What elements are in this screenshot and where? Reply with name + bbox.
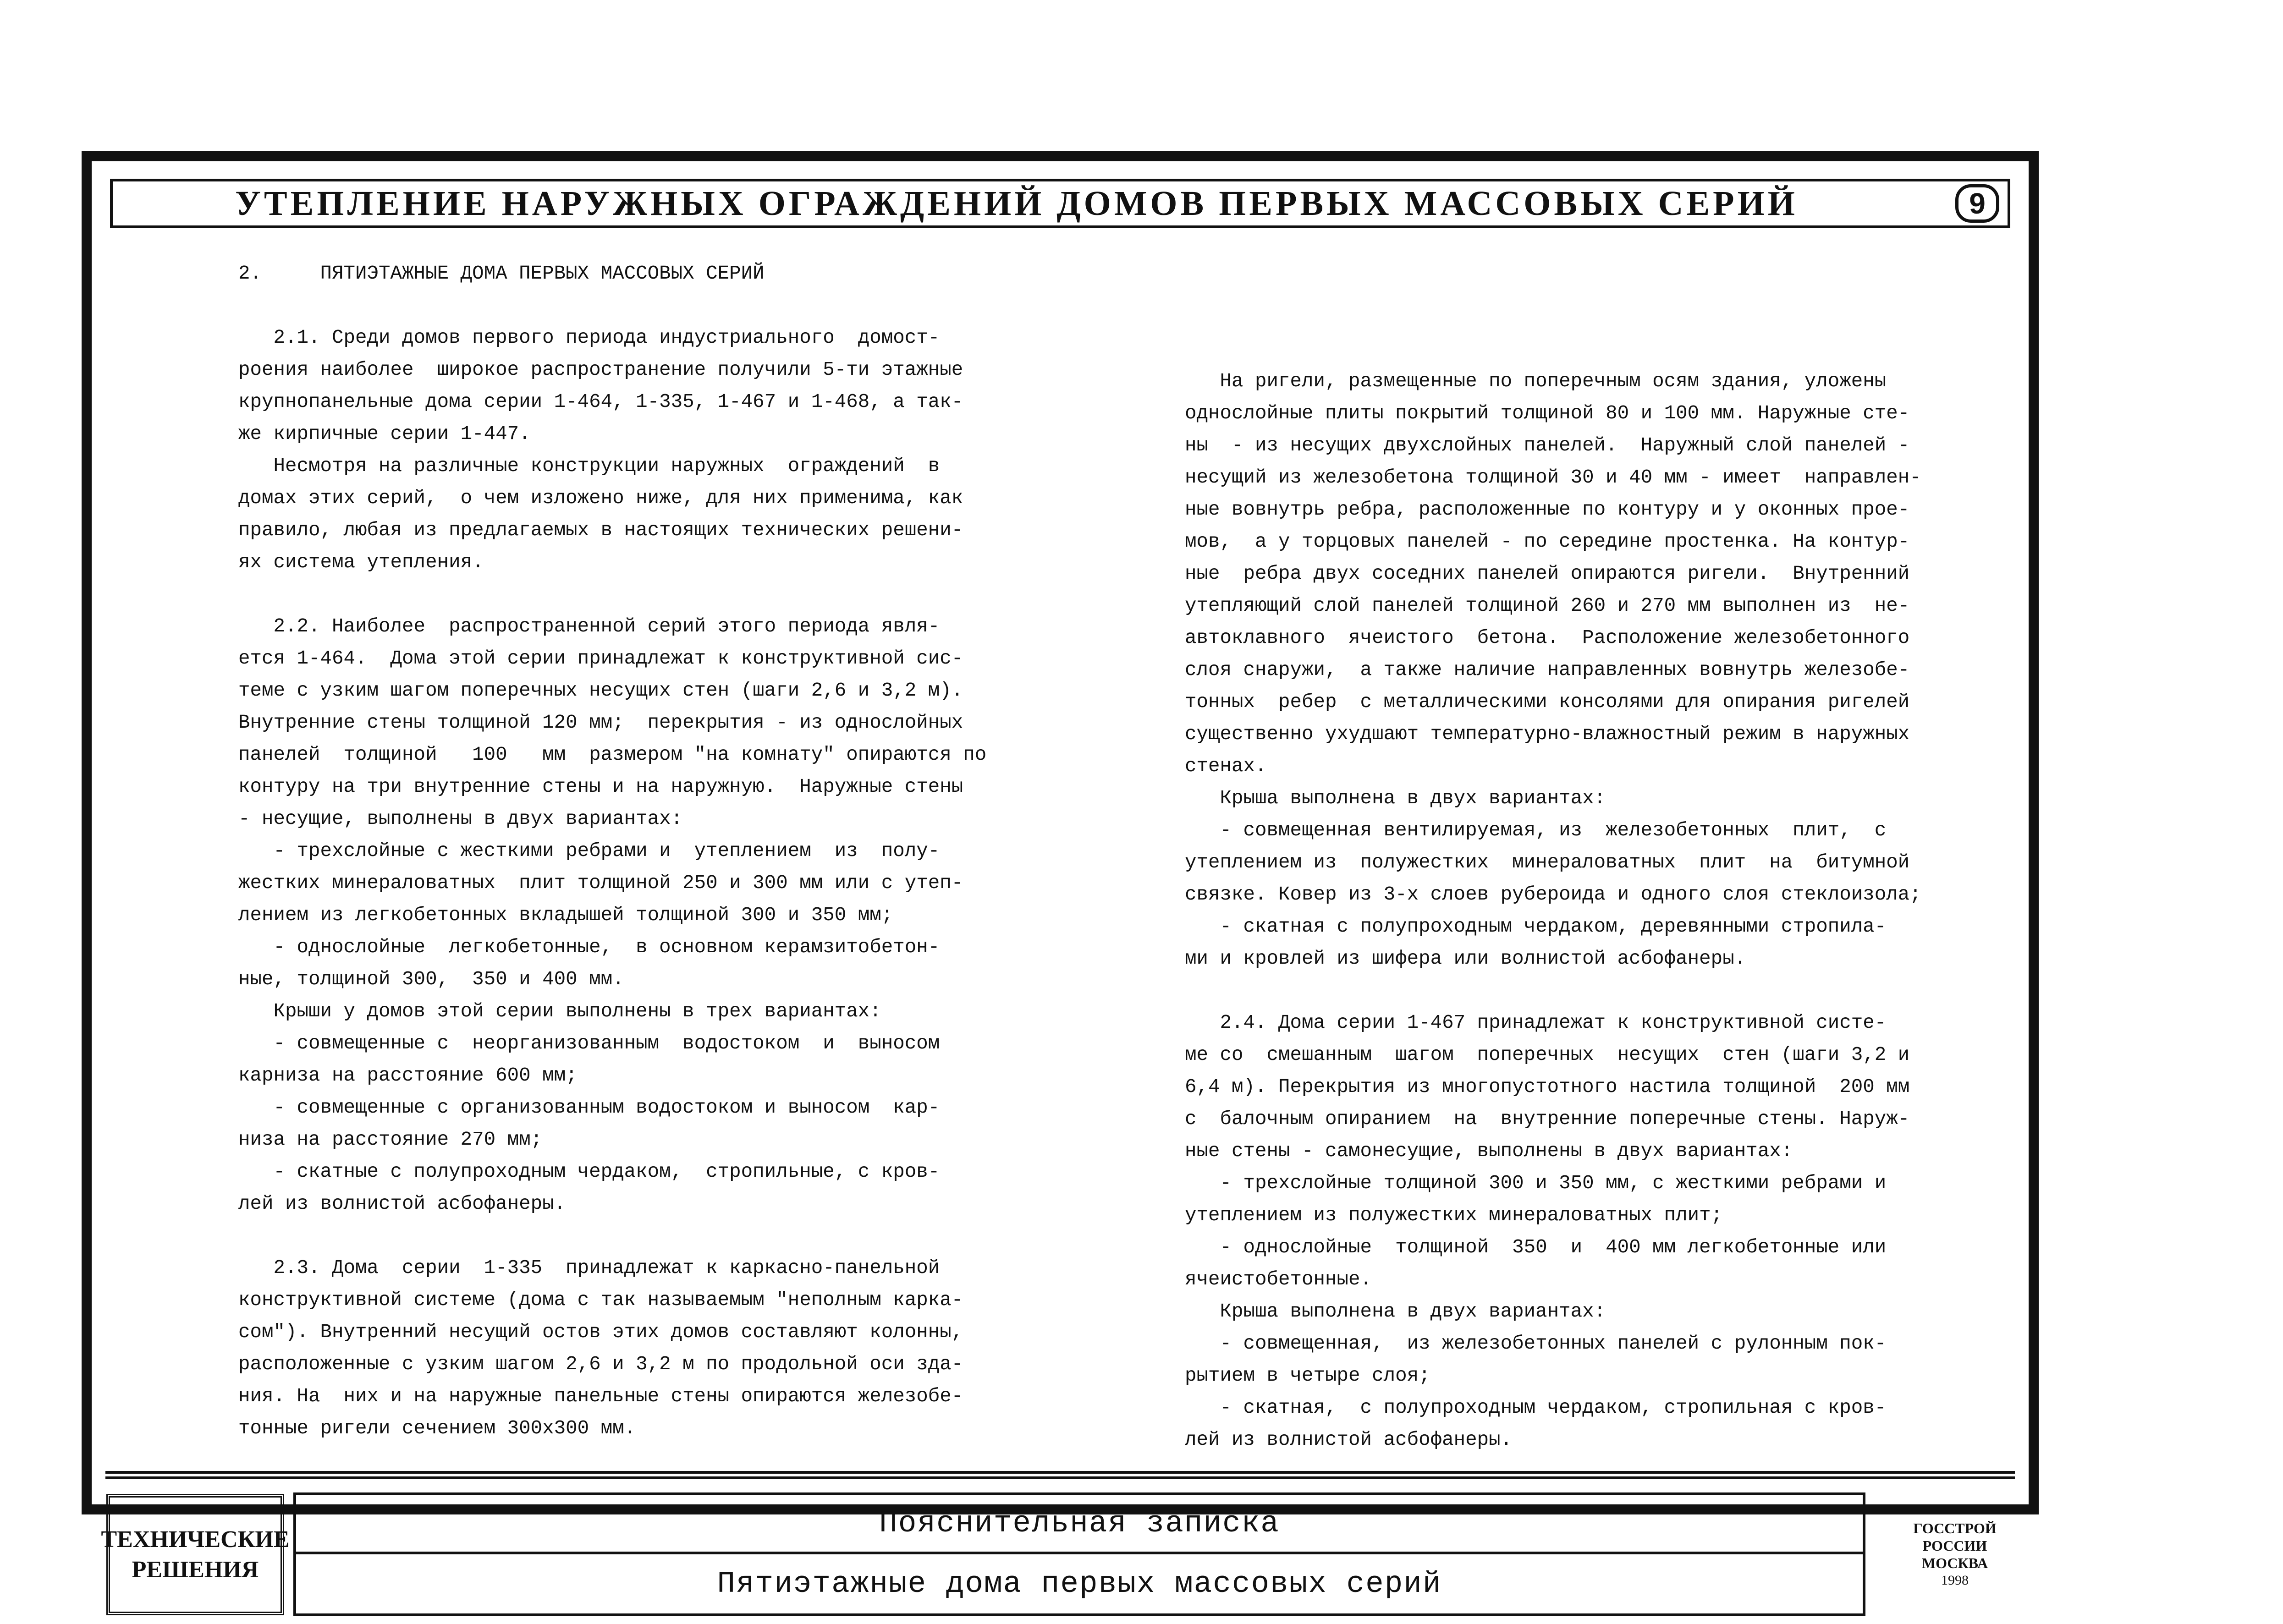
text-line: тонных ребер с металлическими консолями для опирания ригелей — [1185, 691, 1910, 713]
text-line: Крыша выполнена в двух вариантах: — [1185, 787, 1606, 809]
text-line: тонные ригели сечением 300х300 мм. — [238, 1417, 636, 1439]
text-line: слоя снаружи, а также наличие направленных вовнутрь железобе- — [1185, 659, 1910, 681]
text-line: ны - из несущих двухслойных панелей. Наружный слой панелей - — [1185, 434, 1910, 456]
text-line: ях система утепления. — [238, 551, 484, 573]
text-line: утеплением из полужестких минераловатных плит; — [1185, 1204, 1723, 1226]
text-line: расположенные с узким шагом 2,6 и 3,2 м по продольной оси зда- — [238, 1353, 963, 1375]
page-number: 9 — [1955, 184, 1999, 223]
text-line: низа на расстояние 270 мм; — [238, 1129, 543, 1151]
stamp-line-2: РЕШЕНИЯ — [132, 1556, 259, 1583]
text-line: рытием в четыре слоя; — [1185, 1365, 1430, 1387]
text-line: роения наиболее широкое распространение получили 5-ти этажные — [238, 359, 963, 381]
text-line: стенах. — [1185, 755, 1267, 777]
text-line: несущий из железобетона толщиной 30 и 40 мм - имеет направлен- — [1185, 466, 1921, 488]
title-block — [293, 1492, 1865, 1616]
text-line: ния. На них и на наружные панельные стены опираются железобе- — [238, 1385, 963, 1407]
text-line: жестких минераловатных плит толщиной 250 и 300 мм или с утеп- — [238, 872, 963, 894]
organization-block — [1879, 1497, 2030, 1612]
text-line: - трехслойные толщиной 300 и 350 мм, с жесткими ребрами и — [1185, 1172, 1887, 1194]
text-line: - трехслойные с жесткими ребрами и утеплением из полу- — [238, 840, 940, 862]
text-line: - однослойные толщиной 350 и 400 мм легкобетонные или — [1185, 1236, 1887, 1258]
text-line — [238, 578, 986, 610]
text-line: панелей толщиной 100 мм размером "на комнату" опираются по — [238, 744, 987, 766]
text-line — [238, 290, 986, 322]
text-line: На ригели, размещенные по поперечным осям здания, уложены — [1185, 370, 1887, 392]
text-line: - совмещенные с организованным водостоком и выносом кар- — [238, 1097, 940, 1119]
text-line: Внутренние стены толщиной 120 мм; перекрытия - из однослойных — [238, 712, 963, 734]
text-line: автоклавного ячеистого бетона. Расположение железобетонного — [1185, 627, 1910, 649]
org-city: МОСКВА — [1921, 1555, 1988, 1571]
text-line: лей из волнистой асбофанеры. — [1185, 1429, 1513, 1451]
text-line: крупнопанельные дома серии 1-464, 1-335, 1-467 и 1-468, а так- — [238, 391, 963, 413]
document-title: УТЕПЛЕНИЕ НАРУЖНЫХ ОГРАЖДЕНИЙ ДОМОВ ПЕРВЫХ МАССОВЫХ СЕРИЙ — [235, 184, 1798, 223]
org-name: ГОССТРОЙ РОССИИ — [1913, 1520, 1997, 1554]
title-bar — [110, 179, 2010, 228]
document-sheet — [82, 151, 2039, 1601]
text-line: лей из волнистой асбофанеры. — [238, 1193, 566, 1215]
stamp-line-1: ТЕХНИЧЕСКИЕ — [101, 1526, 290, 1553]
text-line: домах этих серий, о чем изложено ниже, для них применима, как — [238, 487, 963, 509]
text-line: - несущие, выполнены в двух вариантах: — [238, 808, 683, 830]
text-line — [1185, 975, 1921, 1007]
text-line: ется 1-464. Дома этой серии принадлежат к конструктивной сис- — [238, 647, 963, 669]
text-line: ячеистобетонные. — [1185, 1268, 1372, 1290]
text-line: карниза на расстояние 600 мм; — [238, 1064, 578, 1086]
right-text-column — [1185, 365, 1921, 1456]
text-line: 2.2. Наиболее распространенной серий этого периода явля- — [238, 615, 940, 637]
text-line: 2.1. Среди домов первого периода индустриального домост- — [238, 327, 940, 349]
text-line: теме с узким шагом поперечных несущих стен (шаги 2,6 и 3,2 м). — [238, 680, 963, 702]
technical-solutions-stamp — [101, 1494, 290, 1615]
text-line — [238, 1220, 986, 1252]
text-line: ми и кровлей из шифера или волнистой асбофанеры. — [1185, 948, 1746, 970]
text-line: - совмещенная, из железобетонных панелей с рулонным пок- — [1185, 1333, 1887, 1355]
text-line: ме со смешанным шагом поперечных несущих стен (шаги 3,2 и — [1185, 1044, 1910, 1066]
text-line: ные, толщиной 300, 350 и 400 мм. — [238, 968, 624, 990]
footer-divider — [105, 1471, 2015, 1479]
document-type: Пояснительная записка — [296, 1495, 1863, 1554]
text-line: 2. ПЯТИЭТАЖНЫЕ ДОМА ПЕРВЫХ МАССОВЫХ СЕРИЙ — [238, 263, 765, 285]
text-line: конструктивной системе (дома с так называемым "неполным карка- — [238, 1289, 963, 1311]
text-line: мов, а у торцовых панелей - по середине простенка. На контур- — [1185, 531, 1910, 553]
text-line: правило, любая из предлагаемых в настоящих технических решени- — [238, 519, 963, 541]
text-line: ные ребра двух соседних панелей опираются ригели. Внутренний — [1185, 563, 1910, 585]
text-line: ные вовнутрь ребра, расположенные по контуру и у оконных прое- — [1185, 499, 1910, 521]
text-line: с балочным опиранием на внутренние поперечные стены. Наруж- — [1185, 1108, 1910, 1130]
text-line: 6,4 м). Перекрытия из многопустотного настила толщиной 200 мм — [1185, 1076, 1910, 1098]
text-line: утепляющий слой панелей толщиной 260 и 270 мм выполнен из не- — [1185, 595, 1910, 617]
text-line: 2.3. Дома серии 1-335 принадлежат к каркасно-панельной — [238, 1257, 940, 1279]
text-line: лением из легкобетонных вкладышей толщиной 300 и 350 мм; — [238, 904, 893, 926]
text-line: ные стены - самонесущие, выполнены в двух вариантах: — [1185, 1140, 1793, 1162]
text-line: утеплением из полужестких минераловатных плит на битумной — [1185, 851, 1910, 873]
text-line: Несмотря на различные конструкции наружных ограждений в — [238, 455, 940, 477]
text-line: - скатные с полупроходным чердаком, стропильные, с кров- — [238, 1161, 940, 1183]
text-line: - совмещенные с неорганизованным водостоком и выносом — [238, 1032, 940, 1054]
text-line: существенно ухудшают температурно-влажностный режим в наружных — [1185, 723, 1910, 745]
document-subject: Пятиэтажные дома первых массовых серий — [717, 1567, 1442, 1601]
text-line: контуру на три внутренние стены и на наружную. Наружные стены — [238, 776, 963, 798]
text-line: - скатная с полупроходным чердаком, деревянными стропила- — [1185, 916, 1887, 938]
left-text-column — [238, 258, 986, 1444]
text-line: однослойные плиты покрытий толщиной 80 и 100 мм. Наружные сте- — [1185, 402, 1910, 424]
text-line: Крыша выполнена в двух вариантах: — [1185, 1300, 1606, 1322]
text-line: - скатная, с полупроходным чердаком, стропильная с кров- — [1185, 1397, 1887, 1419]
text-line: - однослойные легкобетонные, в основном керамзитобетон- — [238, 936, 940, 958]
text-line: - совмещенная вентилируемая, из железобетонных плит, с — [1185, 819, 1887, 841]
org-year: 1998 — [1941, 1573, 1969, 1588]
text-line: Крыши у домов этой серии выполнены в трех вариантах: — [238, 1000, 881, 1022]
text-line: же кирпичные серии 1-447. — [238, 423, 531, 445]
text-line: 2.4. Дома серии 1-467 принадлежат к конструктивной систе- — [1185, 1012, 1887, 1034]
text-line: связке. Ковер из 3-х слоев рубероида и одного слоя стеклоизола; — [1185, 883, 1921, 905]
text-line: сом"). Внутренний несущий остов этих домов составляют колонны, — [238, 1321, 963, 1343]
